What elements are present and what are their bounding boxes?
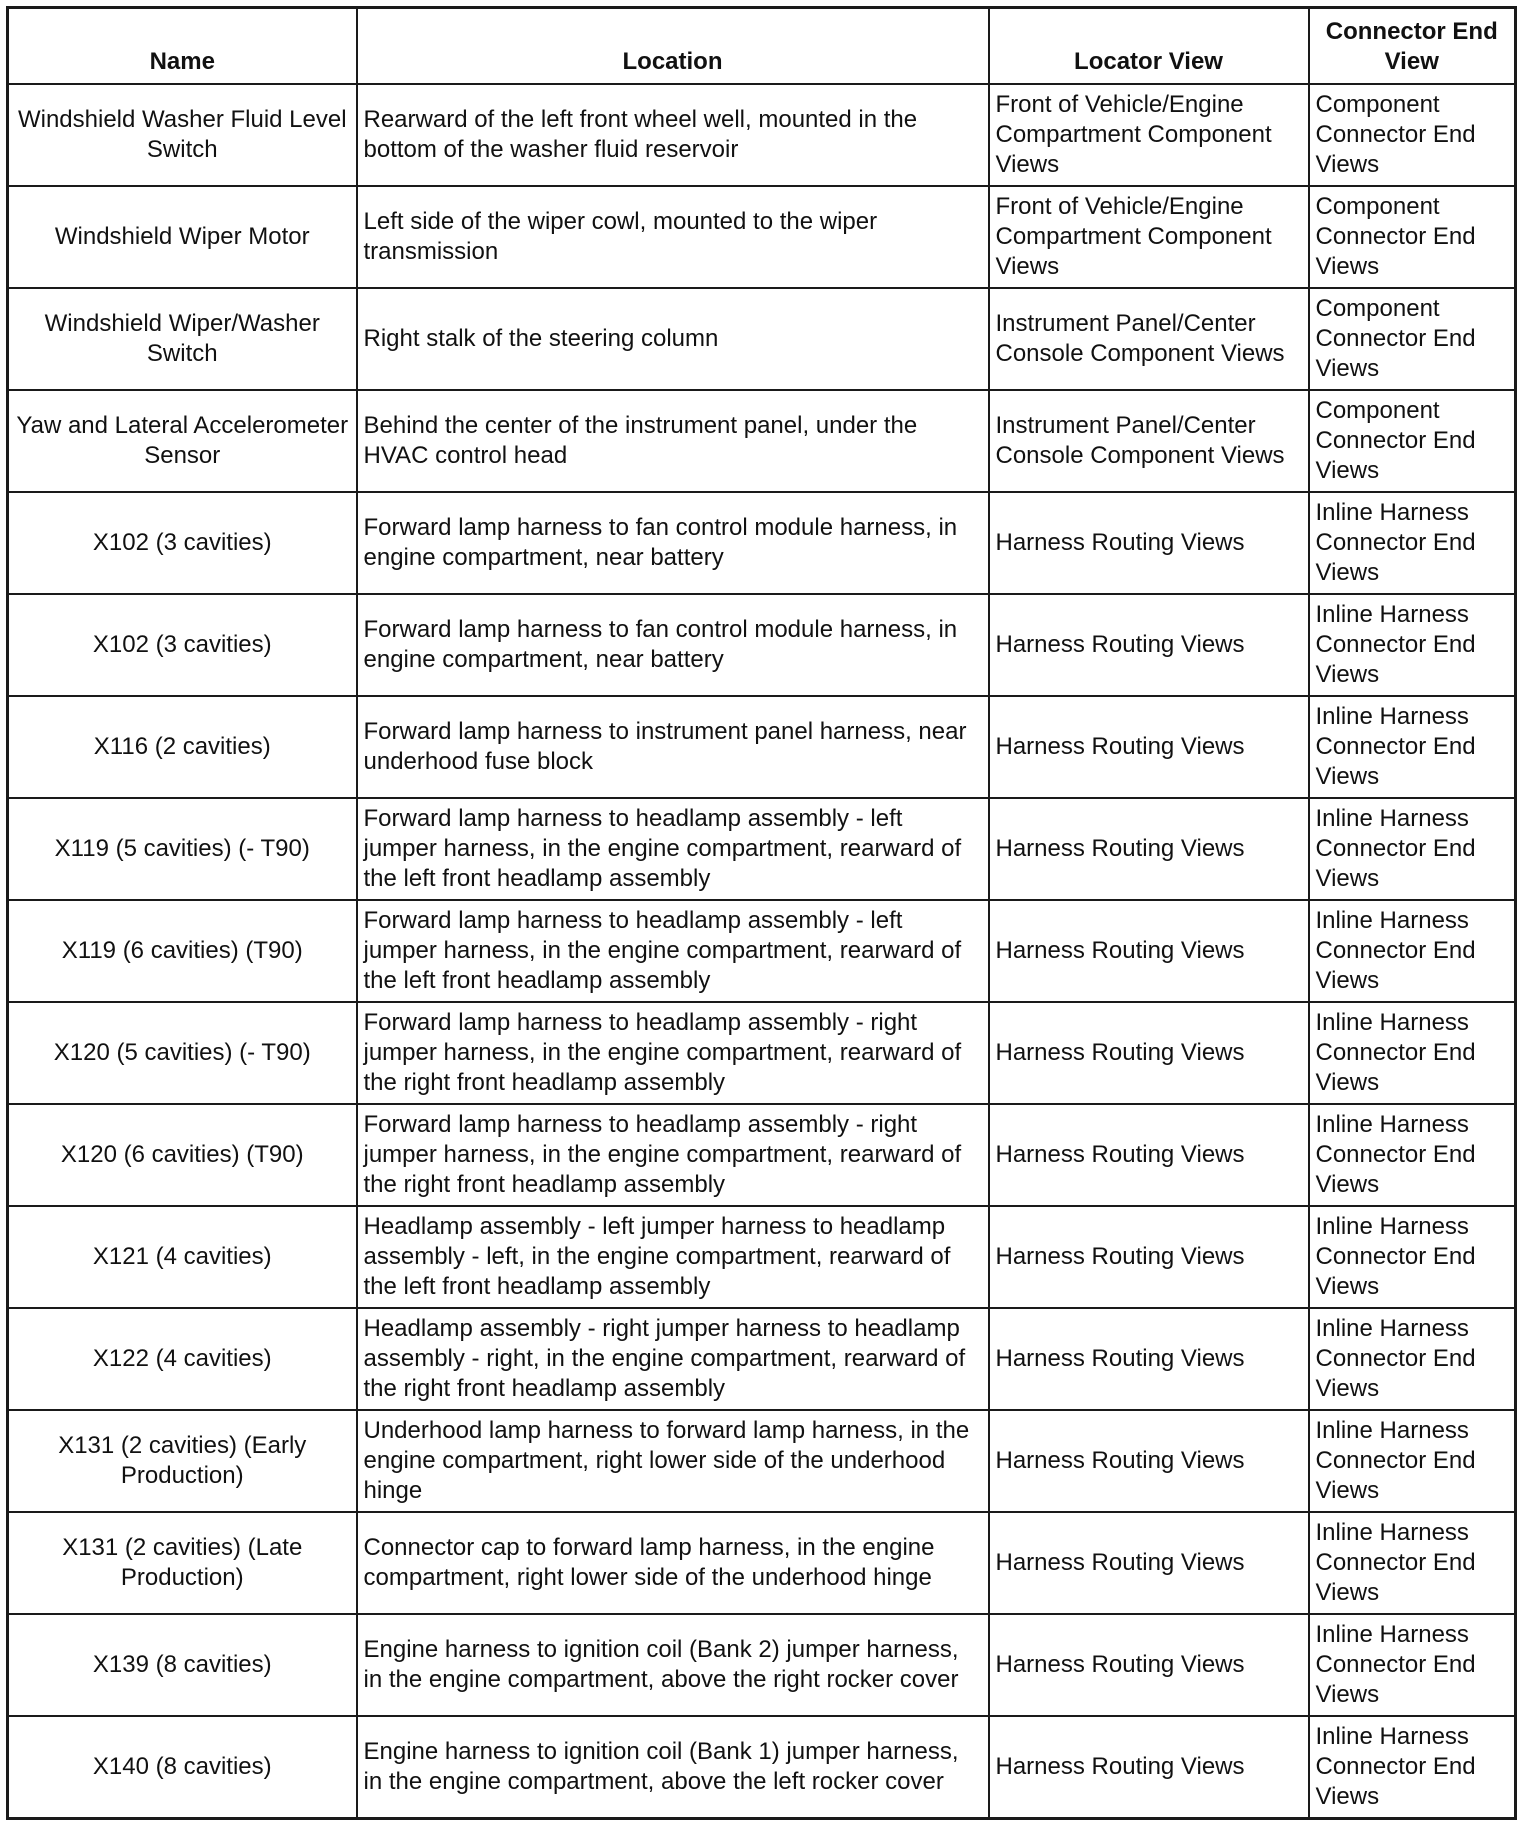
cell-location: Behind the center of the instrument panel, under the HVAC control head: [357, 390, 989, 492]
cell-name: Windshield Wiper Motor: [8, 186, 357, 288]
table-row: [8, 696, 1516, 798]
table-row: [8, 798, 1516, 900]
cell-location: Engine harness to ignition coil (Bank 2) jumper harness, in the engine compartment, above the right rocker cover: [357, 1614, 989, 1716]
cell-location: Forward lamp harness to instrument panel harness, near underhood fuse block: [357, 696, 989, 798]
cell-connector-end-view: Inline Harness Connector End Views: [1309, 696, 1516, 798]
cell-location: Forward lamp harness to fan control module harness, in engine compartment, near battery: [357, 492, 989, 594]
cell-name: X119 (6 cavities) (T90): [8, 900, 357, 1002]
cell-name: X139 (8 cavities): [8, 1614, 357, 1716]
header-name: Name: [8, 8, 357, 84]
cell-name: Yaw and Lateral Accelerometer Sensor: [8, 390, 357, 492]
cell-connector-end-view: Inline Harness Connector End Views: [1309, 798, 1516, 900]
cell-locator-view: Harness Routing Views: [989, 492, 1309, 594]
header-location: Location: [357, 8, 989, 84]
cell-name: Windshield Washer Fluid Level Switch: [8, 84, 357, 186]
cell-name: X116 (2 cavities): [8, 696, 357, 798]
header-connector-end-view: Connector End View: [1309, 8, 1516, 84]
cell-connector-end-view: Component Connector End Views: [1309, 288, 1516, 390]
cell-connector-end-view: Component Connector End Views: [1309, 186, 1516, 288]
cell-location: Headlamp assembly - left jumper harness to headlamp assembly - left, in the engine compartment, rearward of the left front headlamp assembly: [357, 1206, 989, 1308]
cell-connector-end-view: Inline Harness Connector End Views: [1309, 1512, 1516, 1614]
table-row: [8, 186, 1516, 288]
table-row: [8, 1512, 1516, 1614]
cell-locator-view: Harness Routing Views: [989, 798, 1309, 900]
table-header-row: [8, 8, 1516, 84]
cell-name: X102 (3 cavities): [8, 594, 357, 696]
cell-locator-view: Instrument Panel/Center Console Component Views: [989, 288, 1309, 390]
cell-location: Engine harness to ignition coil (Bank 1) jumper harness, in the engine compartment, above the left rocker cover: [357, 1716, 989, 1818]
cell-connector-end-view: Inline Harness Connector End Views: [1309, 1206, 1516, 1308]
table-row: [8, 1002, 1516, 1104]
cell-name: X102 (3 cavities): [8, 492, 357, 594]
table-row: [8, 1410, 1516, 1512]
cell-locator-view: Harness Routing Views: [989, 900, 1309, 1002]
cell-connector-end-view: Inline Harness Connector End Views: [1309, 594, 1516, 696]
cell-connector-end-view: Inline Harness Connector End Views: [1309, 1308, 1516, 1410]
cell-name: X122 (4 cavities): [8, 1308, 357, 1410]
cell-location: Right stalk of the steering column: [357, 288, 989, 390]
connector-location-table-wrapper: [6, 6, 1514, 1820]
cell-location: Underhood lamp harness to forward lamp harness, in the engine compartment, right lower side of the underhood hinge: [357, 1410, 989, 1512]
cell-locator-view: Front of Vehicle/Engine Compartment Component Views: [989, 186, 1309, 288]
table-row: [8, 288, 1516, 390]
cell-locator-view: Harness Routing Views: [989, 1206, 1309, 1308]
cell-locator-view: Harness Routing Views: [989, 1104, 1309, 1206]
cell-name: X121 (4 cavities): [8, 1206, 357, 1308]
table-row: [8, 900, 1516, 1002]
cell-connector-end-view: Component Connector End Views: [1309, 84, 1516, 186]
cell-location: Rearward of the left front wheel well, mounted in the bottom of the washer fluid reservoir: [357, 84, 989, 186]
cell-locator-view: Harness Routing Views: [989, 1512, 1309, 1614]
table-row: [8, 594, 1516, 696]
cell-connector-end-view: Inline Harness Connector End Views: [1309, 1614, 1516, 1716]
cell-location: Forward lamp harness to fan control module harness, in engine compartment, near battery: [357, 594, 989, 696]
cell-locator-view: Instrument Panel/Center Console Component Views: [989, 390, 1309, 492]
table-row: [8, 492, 1516, 594]
cell-name: X120 (5 cavities) (- T90): [8, 1002, 357, 1104]
cell-connector-end-view: Component Connector End Views: [1309, 390, 1516, 492]
header-locator-view: Locator View: [989, 8, 1309, 84]
cell-name: X131 (2 cavities) (Early Production): [8, 1410, 357, 1512]
cell-connector-end-view: Inline Harness Connector End Views: [1309, 1410, 1516, 1512]
table-row: [8, 84, 1516, 186]
cell-name: Windshield Wiper/Washer Switch: [8, 288, 357, 390]
cell-name: X140 (8 cavities): [8, 1716, 357, 1818]
cell-connector-end-view: Inline Harness Connector End Views: [1309, 1716, 1516, 1818]
cell-connector-end-view: Inline Harness Connector End Views: [1309, 492, 1516, 594]
cell-name: X120 (6 cavities) (T90): [8, 1104, 357, 1206]
cell-name: X131 (2 cavities) (Late Production): [8, 1512, 357, 1614]
table-row: [8, 1716, 1516, 1818]
cell-locator-view: Harness Routing Views: [989, 1002, 1309, 1104]
connector-location-table: [6, 6, 1517, 1820]
cell-connector-end-view: Inline Harness Connector End Views: [1309, 900, 1516, 1002]
cell-locator-view: Harness Routing Views: [989, 1308, 1309, 1410]
cell-location: Forward lamp harness to headlamp assembly - left jumper harness, in the engine compartment, rearward of the left front headlamp assembly: [357, 798, 989, 900]
table-row: [8, 1614, 1516, 1716]
cell-connector-end-view: Inline Harness Connector End Views: [1309, 1104, 1516, 1206]
cell-location: Forward lamp harness to headlamp assembly - right jumper harness, in the engine compartment, rearward of the right front headlamp assembly: [357, 1002, 989, 1104]
cell-locator-view: Harness Routing Views: [989, 1716, 1309, 1818]
cell-locator-view: Harness Routing Views: [989, 594, 1309, 696]
cell-locator-view: Front of Vehicle/Engine Compartment Component Views: [989, 84, 1309, 186]
table-row: [8, 1104, 1516, 1206]
table-row: [8, 1308, 1516, 1410]
cell-connector-end-view: Inline Harness Connector End Views: [1309, 1002, 1516, 1104]
table-row: [8, 1206, 1516, 1308]
cell-locator-view: Harness Routing Views: [989, 1410, 1309, 1512]
cell-locator-view: Harness Routing Views: [989, 696, 1309, 798]
cell-locator-view: Harness Routing Views: [989, 1614, 1309, 1716]
cell-location: Forward lamp harness to headlamp assembly - right jumper harness, in the engine compartment, rearward of the right front headlamp assembly: [357, 1104, 989, 1206]
cell-location: Connector cap to forward lamp harness, in the engine compartment, right lower side of the underhood hinge: [357, 1512, 989, 1614]
cell-location: Forward lamp harness to headlamp assembly - left jumper harness, in the engine compartment, rearward of the left front headlamp assembly: [357, 900, 989, 1002]
cell-name: X119 (5 cavities) (- T90): [8, 798, 357, 900]
table-row: [8, 390, 1516, 492]
cell-location: Left side of the wiper cowl, mounted to the wiper transmission: [357, 186, 989, 288]
cell-location: Headlamp assembly - right jumper harness to headlamp assembly - right, in the engine compartment, rearward of the right front headlamp assembly: [357, 1308, 989, 1410]
